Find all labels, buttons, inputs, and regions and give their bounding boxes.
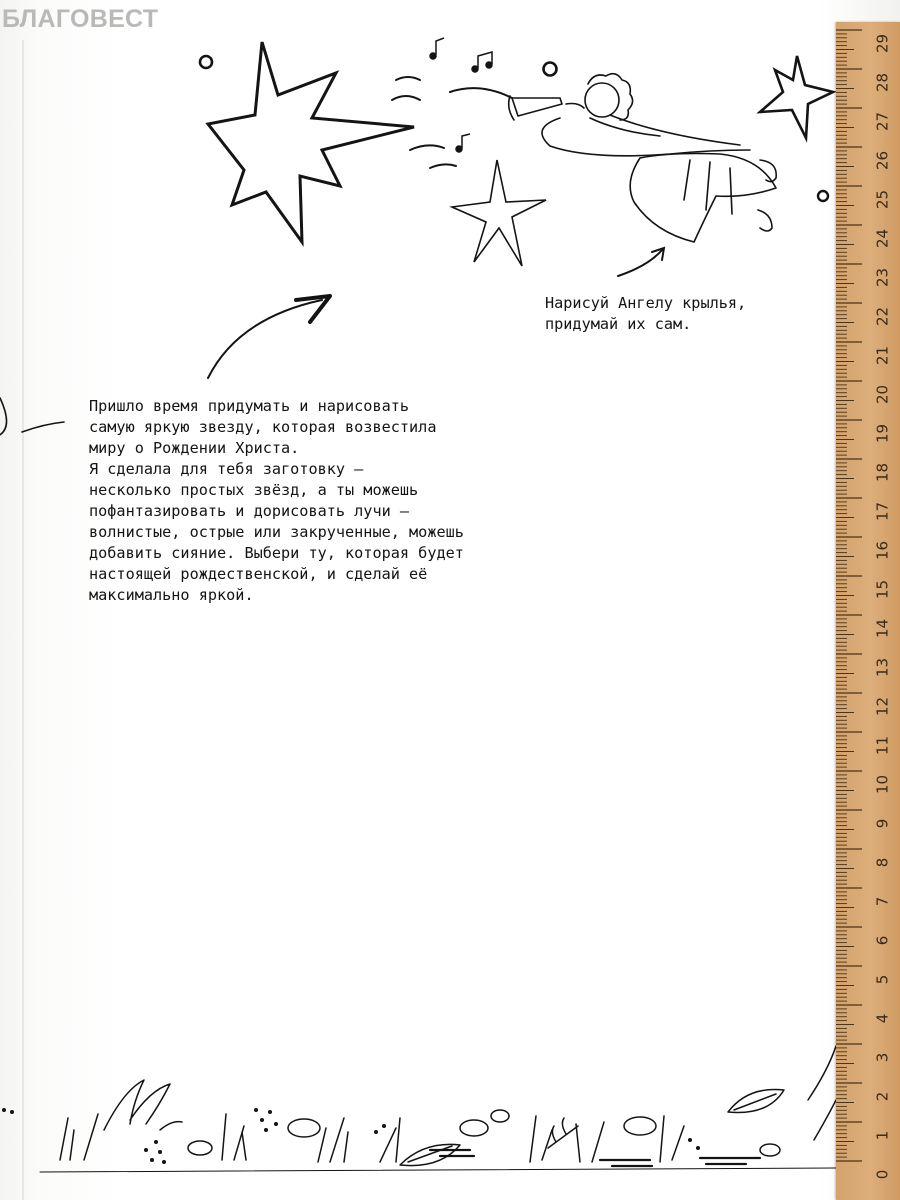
ruler-number: 3 [873, 1052, 892, 1063]
ruler [836, 22, 900, 1200]
ruler-number: 14 [873, 618, 892, 639]
ruler-number: 1 [873, 1130, 892, 1141]
ruler-number: 5 [873, 974, 892, 985]
previous-page-doodle [0, 398, 64, 436]
star-arrow [208, 300, 322, 378]
ruler-number: 19 [873, 423, 892, 444]
ruler-number: 6 [873, 935, 892, 946]
music-notes [430, 38, 492, 152]
angel-caption: Нарисуй Ангелу крылья, придумай их сам. [545, 294, 747, 333]
ruler-number: 22 [873, 306, 892, 327]
decor-dot [200, 56, 212, 68]
ruler-number: 15 [873, 579, 892, 600]
ruler-number: 12 [873, 696, 892, 717]
small-star-right [760, 56, 833, 138]
ruler-number: 26 [873, 150, 892, 171]
ruler-number: 28 [873, 72, 892, 93]
angel-illustration [509, 74, 777, 242]
angel-arrow [618, 250, 662, 276]
watermark-logo: БЛАГОВЕСТ [2, 5, 159, 33]
medium-star [452, 160, 546, 266]
ruler-number: 0 [873, 1169, 892, 1180]
decor-dot [818, 191, 828, 201]
ruler-number: 8 [873, 857, 892, 868]
ruler-number: 20 [873, 384, 892, 405]
ruler-number: 11 [873, 735, 892, 756]
ruler-number: 13 [873, 657, 892, 678]
ruler-number: 10 [873, 774, 892, 795]
ruler-number: 16 [873, 540, 892, 561]
ruler-number: 29 [873, 33, 892, 54]
ruler-number: 27 [873, 111, 892, 132]
sound-lines [392, 77, 512, 168]
ruler-number: 17 [873, 501, 892, 522]
ruler-number: 21 [873, 345, 892, 366]
decor-dot [544, 63, 557, 76]
ruler-number: 9 [873, 818, 892, 829]
ruler-number: 25 [873, 189, 892, 210]
ruler-number: 24 [873, 228, 892, 249]
big-star [208, 42, 414, 242]
ruler-number: 2 [873, 1091, 892, 1102]
ruler-number: 23 [873, 267, 892, 288]
instruction-text: Пришло время придумать и нарисовать самую яркую звезду, которая возвестила миру о Рождении Христа. Я сделала для тебя заготовку — несколько простых звёзд, а ты можешь пофантазировать и дорисовать лучи — волнистые, острые или закрученные, можешь добавить сияние. Выбери ту, которая будет настоящей рождественской, и сделай её максимально яркой. [89, 397, 464, 604]
bottom-dots [2, 1108, 700, 1164]
ruler-number: 18 [873, 462, 892, 483]
ruler-number: 7 [873, 896, 892, 907]
ruler-number: 4 [873, 1013, 892, 1024]
